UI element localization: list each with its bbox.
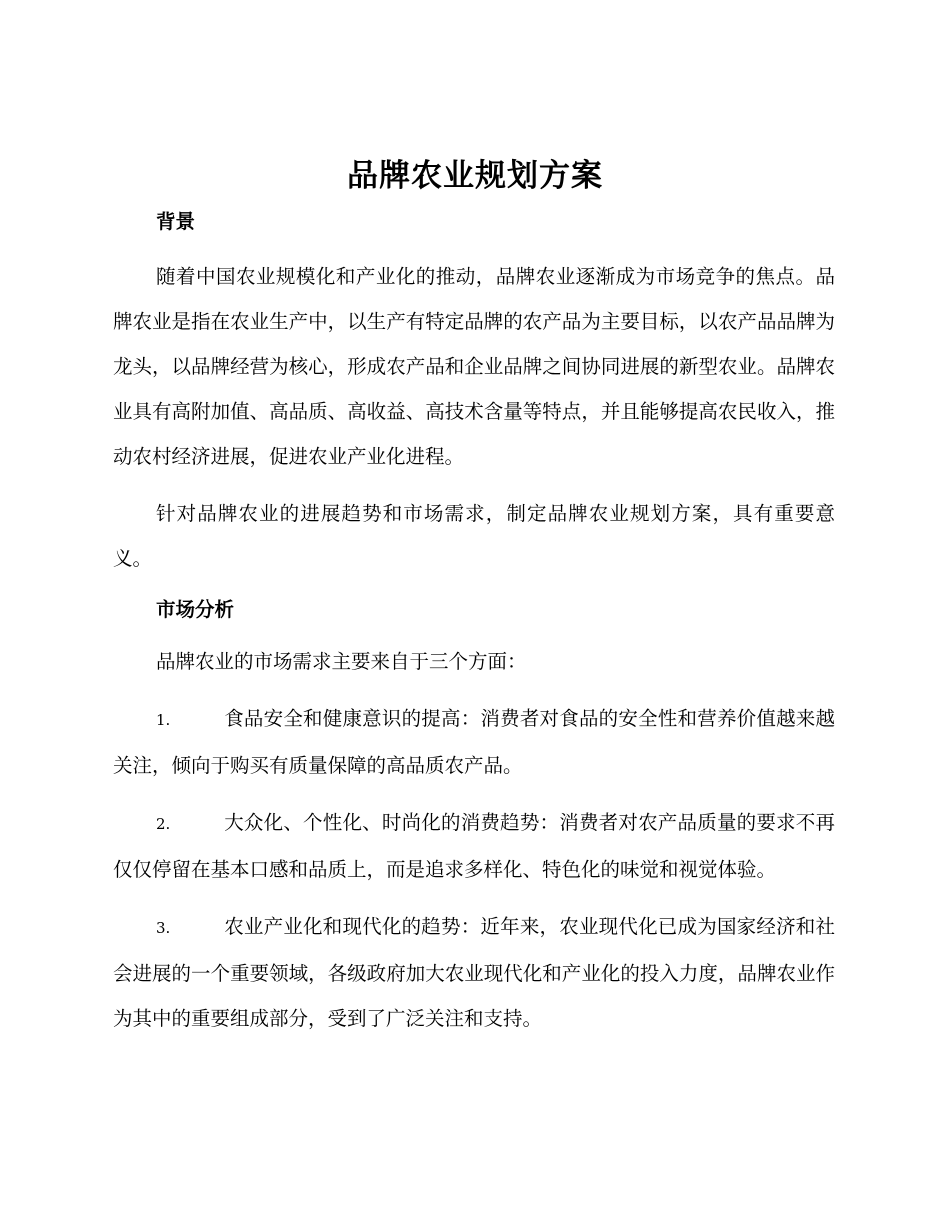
document-body (113, 205, 835, 1041)
list-item (113, 696, 835, 788)
list-item-text: 农业产业化和现代化的趋势：近年来，农业现代化已成为国家经济和社会进展的一个重要领域，各级政府加大农业现代化和产业化的投入力度，品牌农业作为其中的重要组成部分，受到了广泛关注和支持。 (113, 915, 835, 1030)
list-item-number: 3. (156, 919, 171, 937)
section-heading-background: 背景 (156, 210, 196, 233)
section-heading-market: 市场分析 (156, 598, 235, 621)
list-item (113, 800, 835, 892)
background-paragraph-2: 针对品牌农业的进展趋势和市场需求，制定品牌农业规划方案，具有重要意义。 (113, 502, 835, 570)
document-title: 品牌农业规划方案 (347, 158, 603, 194)
list-item-number: 2. (156, 815, 171, 833)
list-item-number: 1. (156, 711, 171, 729)
list-item-text: 大众化、个性化、时尚化的消费趋势：消费者对农产品质量的要求不再仅仅停留在基本口感和品质上，而是追求多样化、特色化的味觉和视觉体验。 (113, 811, 835, 881)
background-paragraph-1: 随着中国农业规模化和产业化的推动，品牌农业逐渐成为市场竞争的焦点。品牌农业是指在农业生产中，以生产有特定品牌的农产品为主要目标，以农产品品牌为龙头，以品牌经营为核心，形成农产品和企业品牌之间协同进展的新型农业。品牌农业具有高附加值、高品质、高收益、高技术含量等特点，并且能够提高农民收入，推动农村经济进展，促进农业产业化进程。 (113, 265, 835, 468)
list-item (113, 904, 835, 1041)
list-item-text: 食品安全和健康意识的提高：消费者对食品的安全性和营养价值越来越关注，倾向于购买有质量保障的高品质农产品。 (113, 707, 835, 777)
market-intro: 品牌农业的市场需求主要来自于三个方面： (156, 650, 527, 673)
